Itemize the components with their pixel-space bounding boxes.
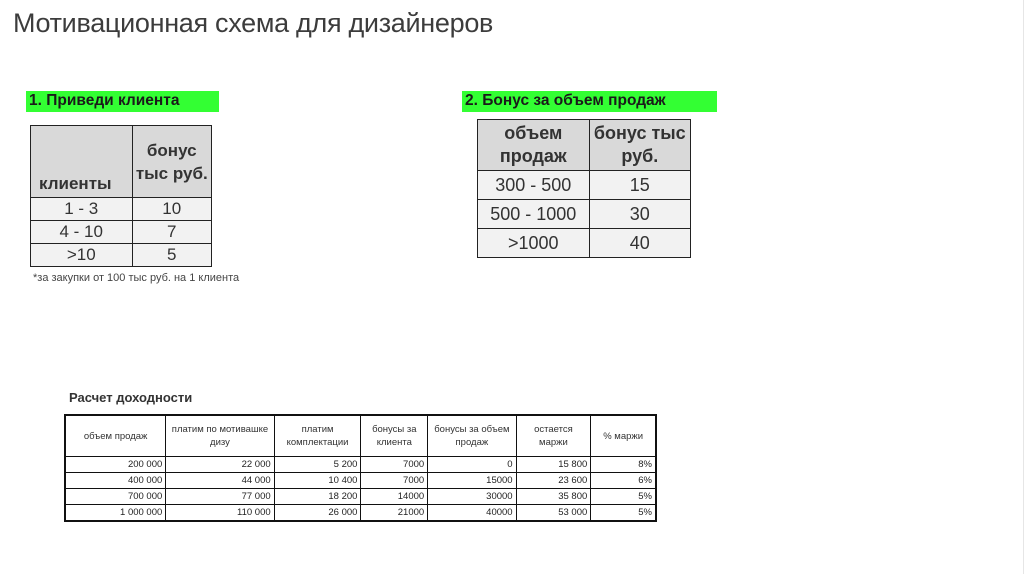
table-row [478,229,691,258]
table-cell: 15 [589,171,690,200]
table-cell: 4 - 10 [31,221,133,244]
table-row [65,473,656,489]
table-cell: 5 200 [274,457,361,473]
table-cell: 21000 [361,505,428,522]
table-cell: 40 [589,229,690,258]
volume-bonus-table [477,119,691,258]
table-cell: 500 - 1000 [478,200,590,229]
table-cell: 110 000 [166,505,274,522]
section2-heading: 2. Бонус за объем продаж [462,91,717,112]
table-cell: 23 600 [516,473,591,489]
table-row [478,171,691,200]
calc-title: Расчет доходности [69,390,193,405]
section1-heading: 1. Приведи клиента [26,91,219,112]
table-cell: 5 [132,244,212,267]
table-cell: 7 [132,221,212,244]
table-cell: 7000 [361,457,428,473]
table-cell: 700 000 [65,489,166,505]
table-cell: 1 - 3 [31,198,133,221]
table-row [31,198,212,221]
table-header: остается маржи [516,415,591,457]
table-header: бонусы за объем продаж [428,415,516,457]
profitability-table [64,414,657,522]
table-cell: 30 [589,200,690,229]
table-cell: 7000 [361,473,428,489]
table-cell: 14000 [361,489,428,505]
table-cell: 53 000 [516,505,591,522]
table-header: бонус тыс руб. [589,120,690,171]
table-cell: 26 000 [274,505,361,522]
table-cell: 40000 [428,505,516,522]
table-cell: 0 [428,457,516,473]
table-row [65,489,656,505]
table-row [65,505,656,522]
table-header: % маржи [591,415,656,457]
table-header: платим по мотивашке дизу [166,415,274,457]
table-cell: 18 200 [274,489,361,505]
table-cell: 200 000 [65,457,166,473]
table-cell: 6% [591,473,656,489]
table-row [478,200,691,229]
table-cell: 10 [132,198,212,221]
table-row [31,244,212,267]
table-header: платим комплектации [274,415,361,457]
table-cell: 77 000 [166,489,274,505]
table-cell: 35 800 [516,489,591,505]
table-cell: 10 400 [274,473,361,489]
table-cell: 5% [591,489,656,505]
table-row [31,221,212,244]
clients-bonus-table [30,125,212,267]
table-cell: 8% [591,457,656,473]
table-cell: >10 [31,244,133,267]
table-cell: 400 000 [65,473,166,489]
table-header: объем продаж [478,120,590,171]
table-header: бонусы за клиента [361,415,428,457]
table-row [65,457,656,473]
table-header: объем продаж [65,415,166,457]
page-title: Мотивационная схема для дизайнеров [13,8,494,38]
table-cell: 22 000 [166,457,274,473]
table-cell: 5% [591,505,656,522]
footnote: *за закупки от 100 тыс руб. на 1 клиента [33,272,240,284]
table-cell: 300 - 500 [478,171,590,200]
table-cell: 44 000 [166,473,274,489]
table-cell: 1 000 000 [65,505,166,522]
table-cell: >1000 [478,229,590,258]
table-cell: 15000 [428,473,516,489]
table-header: бонус тыс руб. [132,126,212,198]
table-cell: 15 800 [516,457,591,473]
table-header: клиенты [31,126,133,198]
table-cell: 30000 [428,489,516,505]
